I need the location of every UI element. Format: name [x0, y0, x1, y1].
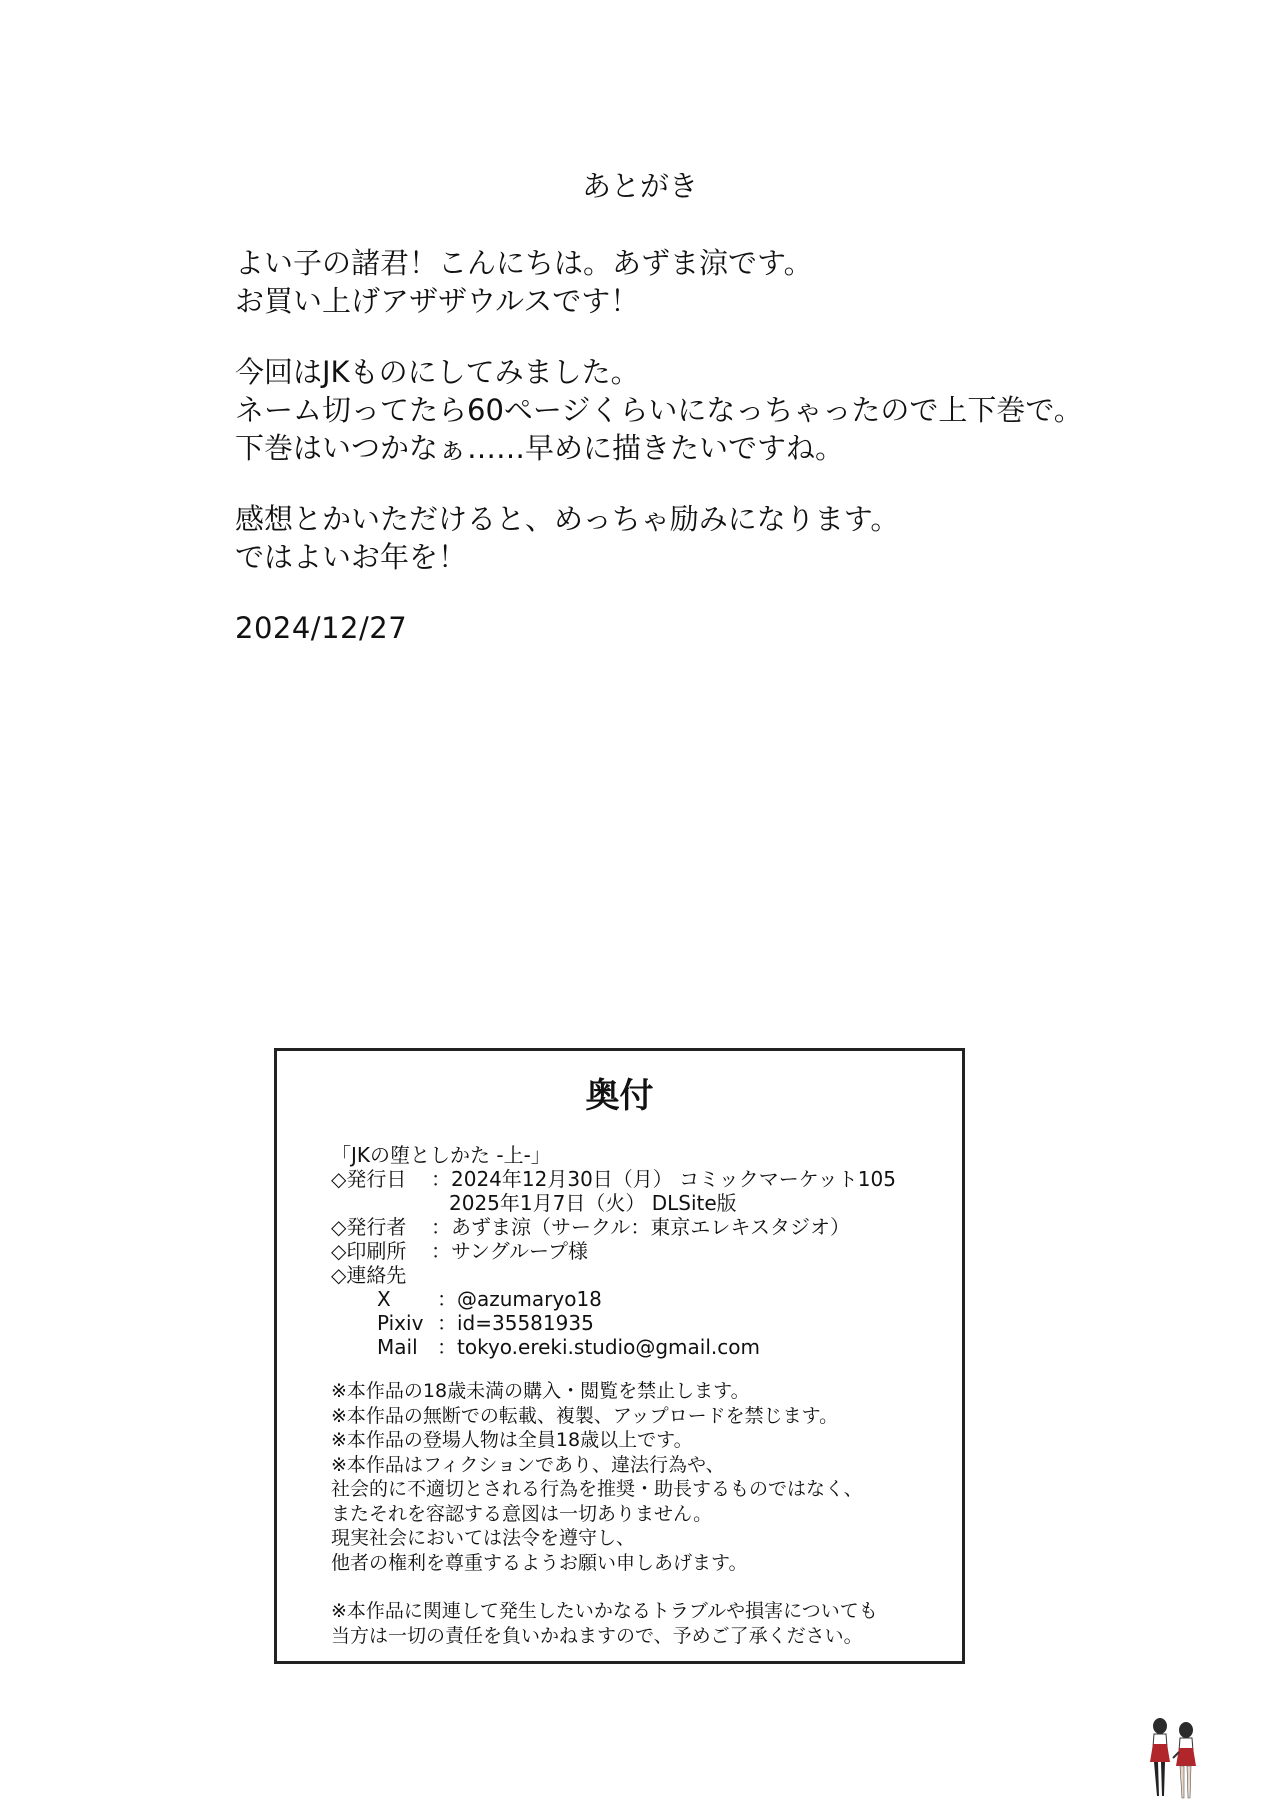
printer-label: ◇印刷所 [331, 1239, 407, 1263]
note-line: ※本作品の18歳未満の購入・閲覧を禁止します。 [331, 1380, 750, 1402]
colophon-box [274, 1048, 965, 1664]
contact-mail-label: Mail [377, 1335, 418, 1359]
colophon-notes [331, 1379, 878, 1648]
contact-row-pixiv [331, 1311, 896, 1335]
afterword-line: ネーム切ってたら60ページくらいになっちゃったので上下巻で。 [235, 393, 1083, 427]
note-line: ※本作品はフィクションであり、違法行為や、 [331, 1453, 725, 1476]
afterword-title: あとがき [581, 169, 698, 203]
afterword-date: 2024/12/27 [235, 611, 408, 645]
disclaimer-line: 当方は一切の責任を負いかねますので、予めご了承ください。 [331, 1624, 863, 1647]
publisher-row [331, 1215, 896, 1239]
afterword-line: 今回はJKものにしてみました。 [235, 355, 640, 389]
contact-x-value: ：@azumaryo18 [437, 1287, 602, 1311]
note-line: 現実社会においては法令を遵守し、 [331, 1527, 636, 1549]
note-line: 社会的に不適切とされる行為を推奨・助長するものではなく、 [331, 1478, 863, 1500]
afterword-line: 感想とかいただけると、めっちゃ励みになります。 [235, 502, 900, 536]
work-title: 「JKの堕としかた -上-」 [331, 1143, 551, 1167]
colophon-info [331, 1143, 896, 1359]
note-line: ※本作品の無断での転載、複製、アップロードを禁じます。 [331, 1404, 839, 1427]
afterword-line: よい子の諸君！こんにちは。あずま涼です。 [235, 246, 813, 280]
printer-row [331, 1239, 896, 1263]
note-line: ※本作品の登場人物は全員18歳以上です。 [331, 1429, 693, 1451]
publisher-value: ：あずま涼（サークル：東京エレキスタジオ） [431, 1215, 850, 1239]
afterword-line: 下巻はいつかなぁ……早めに描きたいですね。 [235, 431, 845, 465]
contact-pixiv-value: ：id=35581935 [437, 1311, 594, 1335]
publisher-label: ◇発行者 [331, 1215, 407, 1239]
afterword-paragraph [235, 500, 1195, 576]
printer-value: ：サングループ様 [431, 1239, 588, 1263]
release-date-dlsite: 2025年1月7日（火） DLSite版 [449, 1191, 737, 1215]
contact-x-label: X [377, 1287, 391, 1311]
release-label: ◇発行日 [331, 1167, 407, 1191]
afterword-line: お買い上げアザザウルスです！ [235, 284, 640, 318]
contact-pixiv-label: Pixiv [377, 1311, 424, 1335]
afterword-line: ではよいお年を！ [235, 540, 468, 574]
release-row [331, 1167, 896, 1191]
colophon-title: 奥付 [585, 1076, 654, 1116]
disclaimer-line: ※本作品に関連して発生したいかなるトラブルや損害についても [331, 1600, 878, 1622]
afterword-body [235, 244, 1195, 647]
contact-row-mail [331, 1335, 896, 1359]
contact-row-x [331, 1287, 896, 1311]
note-line: またそれを容認する意図は一切ありません。 [331, 1502, 713, 1525]
release-date-comiket: ：2024年12月30日（月） コミックマーケット105 [431, 1167, 896, 1191]
contact-mail-value: ：tokyo.ereki.studio@gmail.com [437, 1335, 760, 1359]
contact-label: ◇連絡先 [331, 1263, 407, 1287]
afterword-paragraph [235, 244, 1195, 320]
mascot-figure-icon [1146, 1718, 1202, 1802]
note-line: 他者の権利を尊重するようお願い申しあげます。 [331, 1551, 748, 1574]
afterword-paragraph [235, 353, 1195, 467]
